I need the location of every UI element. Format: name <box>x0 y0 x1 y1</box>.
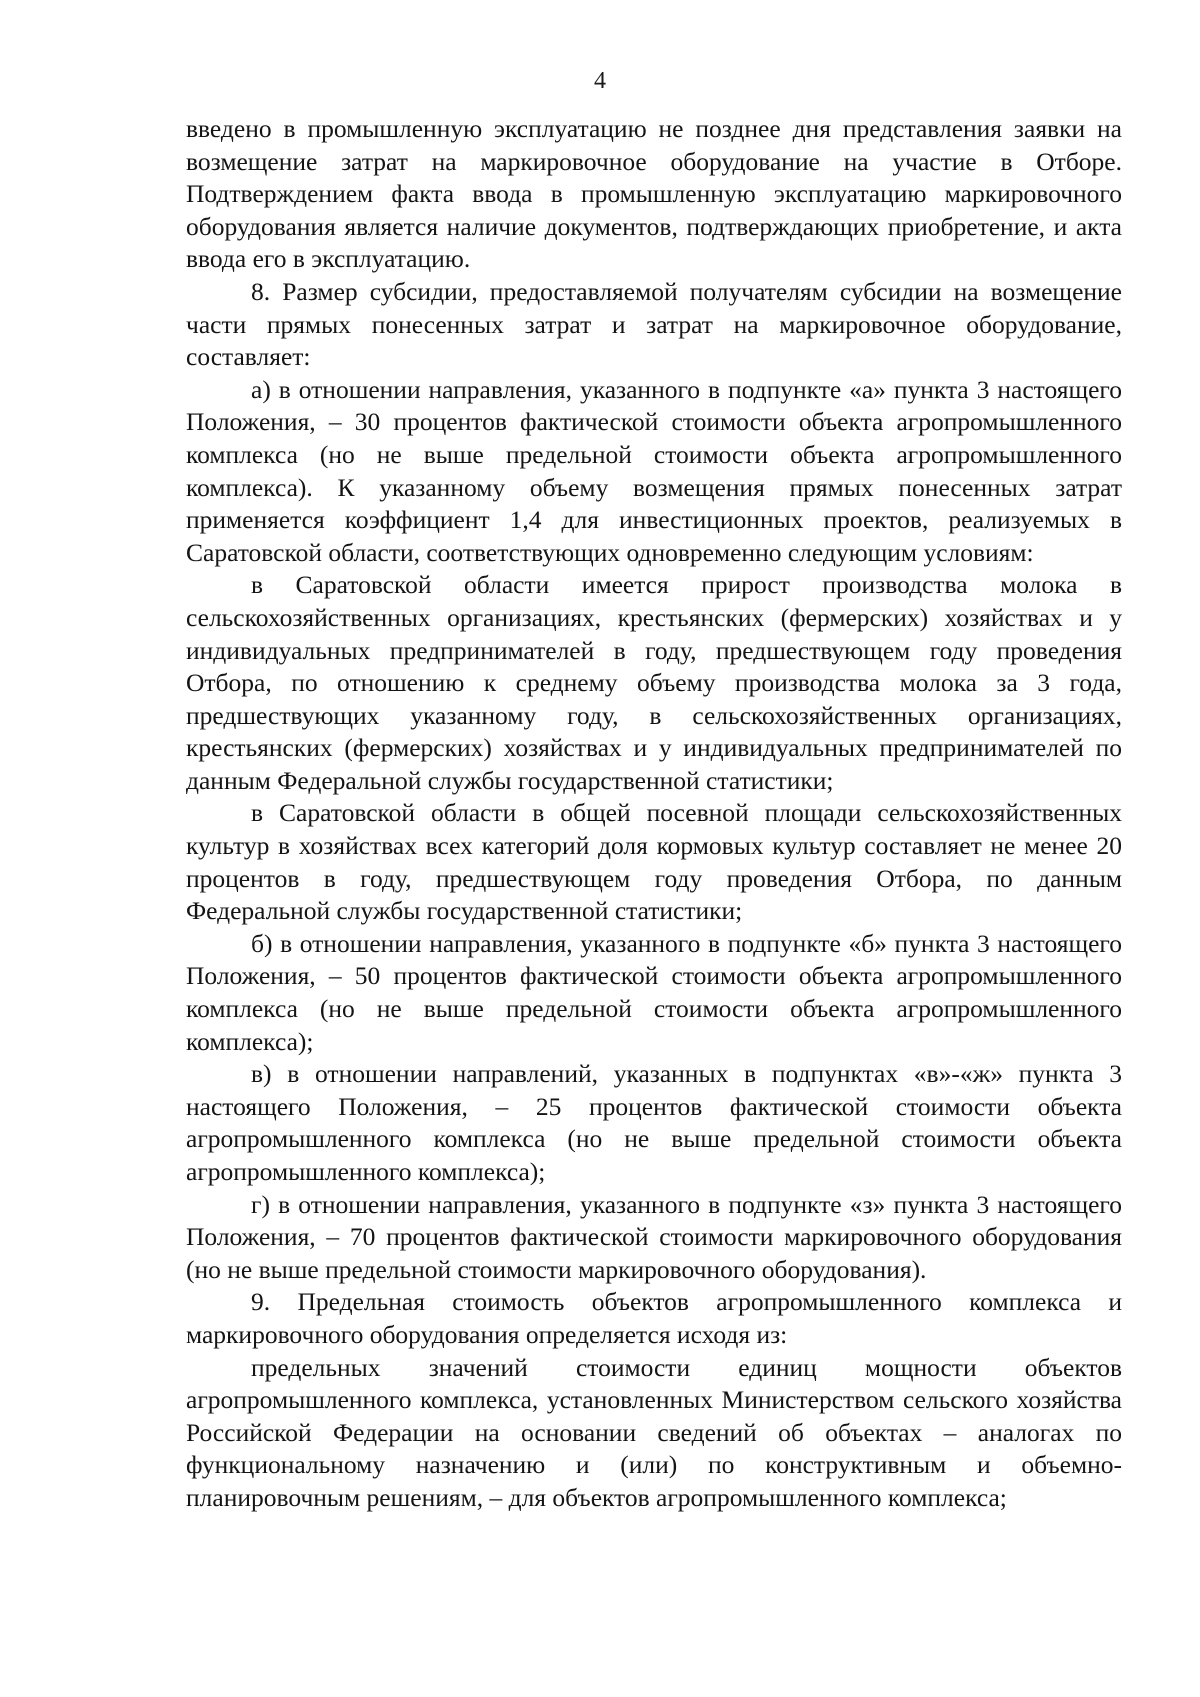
paragraph-condition-milk: в Саратовской области имеется прирост производства молока в сельскохозяйственных организациях, крестьянских (фермерских) хозяйствах и у индивидуальных предпринимателей в году, предшествующем году проведения Отбора, по отношению к среднему объему производства молока за 3 года, предшествующих указанному году, в сельскохозяйственных организациях, крестьянских (фермерских) хозяйствах и у индивидуальных предпринимателей по данным Федеральной службы государственной статистики; <box>186 570 1122 795</box>
paragraph-condition-fodder: в Саратовской области в общей посевной площади сельскохозяйственных культур в хозяйствах всех категорий доля кормовых культур составляет не менее 20 процентов в году, предшествующем году проведения Отбора, по данным Федеральной службы государственной статистики; <box>186 798 1122 926</box>
document-body <box>186 113 1122 1515</box>
paragraph-item-9: 9. Предельная стоимость объектов агропромышленного комплекса и маркировочного оборудования определяется исходя из: <box>186 1287 1122 1349</box>
paragraph-subitem-a: а) в отношении направления, указанного в подпункте «а» пункта 3 настоящего Положения, – 30 процентов фактической стоимости объекта агропромышленного комплекса (но не выше предельной стоимости объекта агропромышленного комплекса). К указанному объему возмещения прямых понесенных затрат применяется коэффициент 1,4 для инвестиционных проектов, реализуемых в Саратовской области, соответствующих одновременно следующим условиям: <box>186 374 1122 567</box>
paragraph-continuation: введено в промышленную эксплуатацию не позднее дня представления заявки на возмещение затрат на маркировочное оборудование на участие в Отборе. Подтверждением факта ввода в промышленную эксплуатацию маркировочного оборудования является наличие документов, подтверждающих приобретение, и акта ввода его в эксплуатацию. <box>186 114 1122 274</box>
paragraph-subitem-v: в) в отношении направлений, указанных в подпунктах «в»-«ж» пункта 3 настоящего Положения, – 25 процентов фактической стоимости объекта агропромышленного комплекса (но не выше предельной стоимости объекта агропромышленного комплекса); <box>186 1059 1122 1186</box>
paragraph-subitem-b: б) в отношении направления, указанного в подпункте «б» пункта 3 настоящего Положения, – 50 процентов фактической стоимости объекта агропромышленного комплекса (но не выше предельной стоимости объекта агропромышленного комплекса); <box>186 928 1122 1056</box>
page-number: 4 <box>594 68 606 94</box>
paragraph-subitem-g: г) в отношении направления, указанного в подпункте «з» пункта 3 настоящего Положения, – 70 процентов фактической стоимости маркировочного оборудования (но не выше предельной стоимости маркировочного оборудования). <box>186 1189 1122 1284</box>
paragraph-item-8: 8. Размер субсидии, предоставляемой получателям субсидии на возмещение части прямых понесенных затрат и затрат на маркировочное оборудование, составляет: <box>186 276 1122 372</box>
paragraph-limit-values: предельных значений стоимости единиц мощности объектов агропромышленного комплекса, установленных Министерством сельского хозяйства Российской Федерации на основании сведений об объектах – аналогах по функциональному назначению и (или) по конструктивным и объемно-планировочным решениям, – для объектов агропромышленного комплекса; <box>186 1352 1122 1512</box>
